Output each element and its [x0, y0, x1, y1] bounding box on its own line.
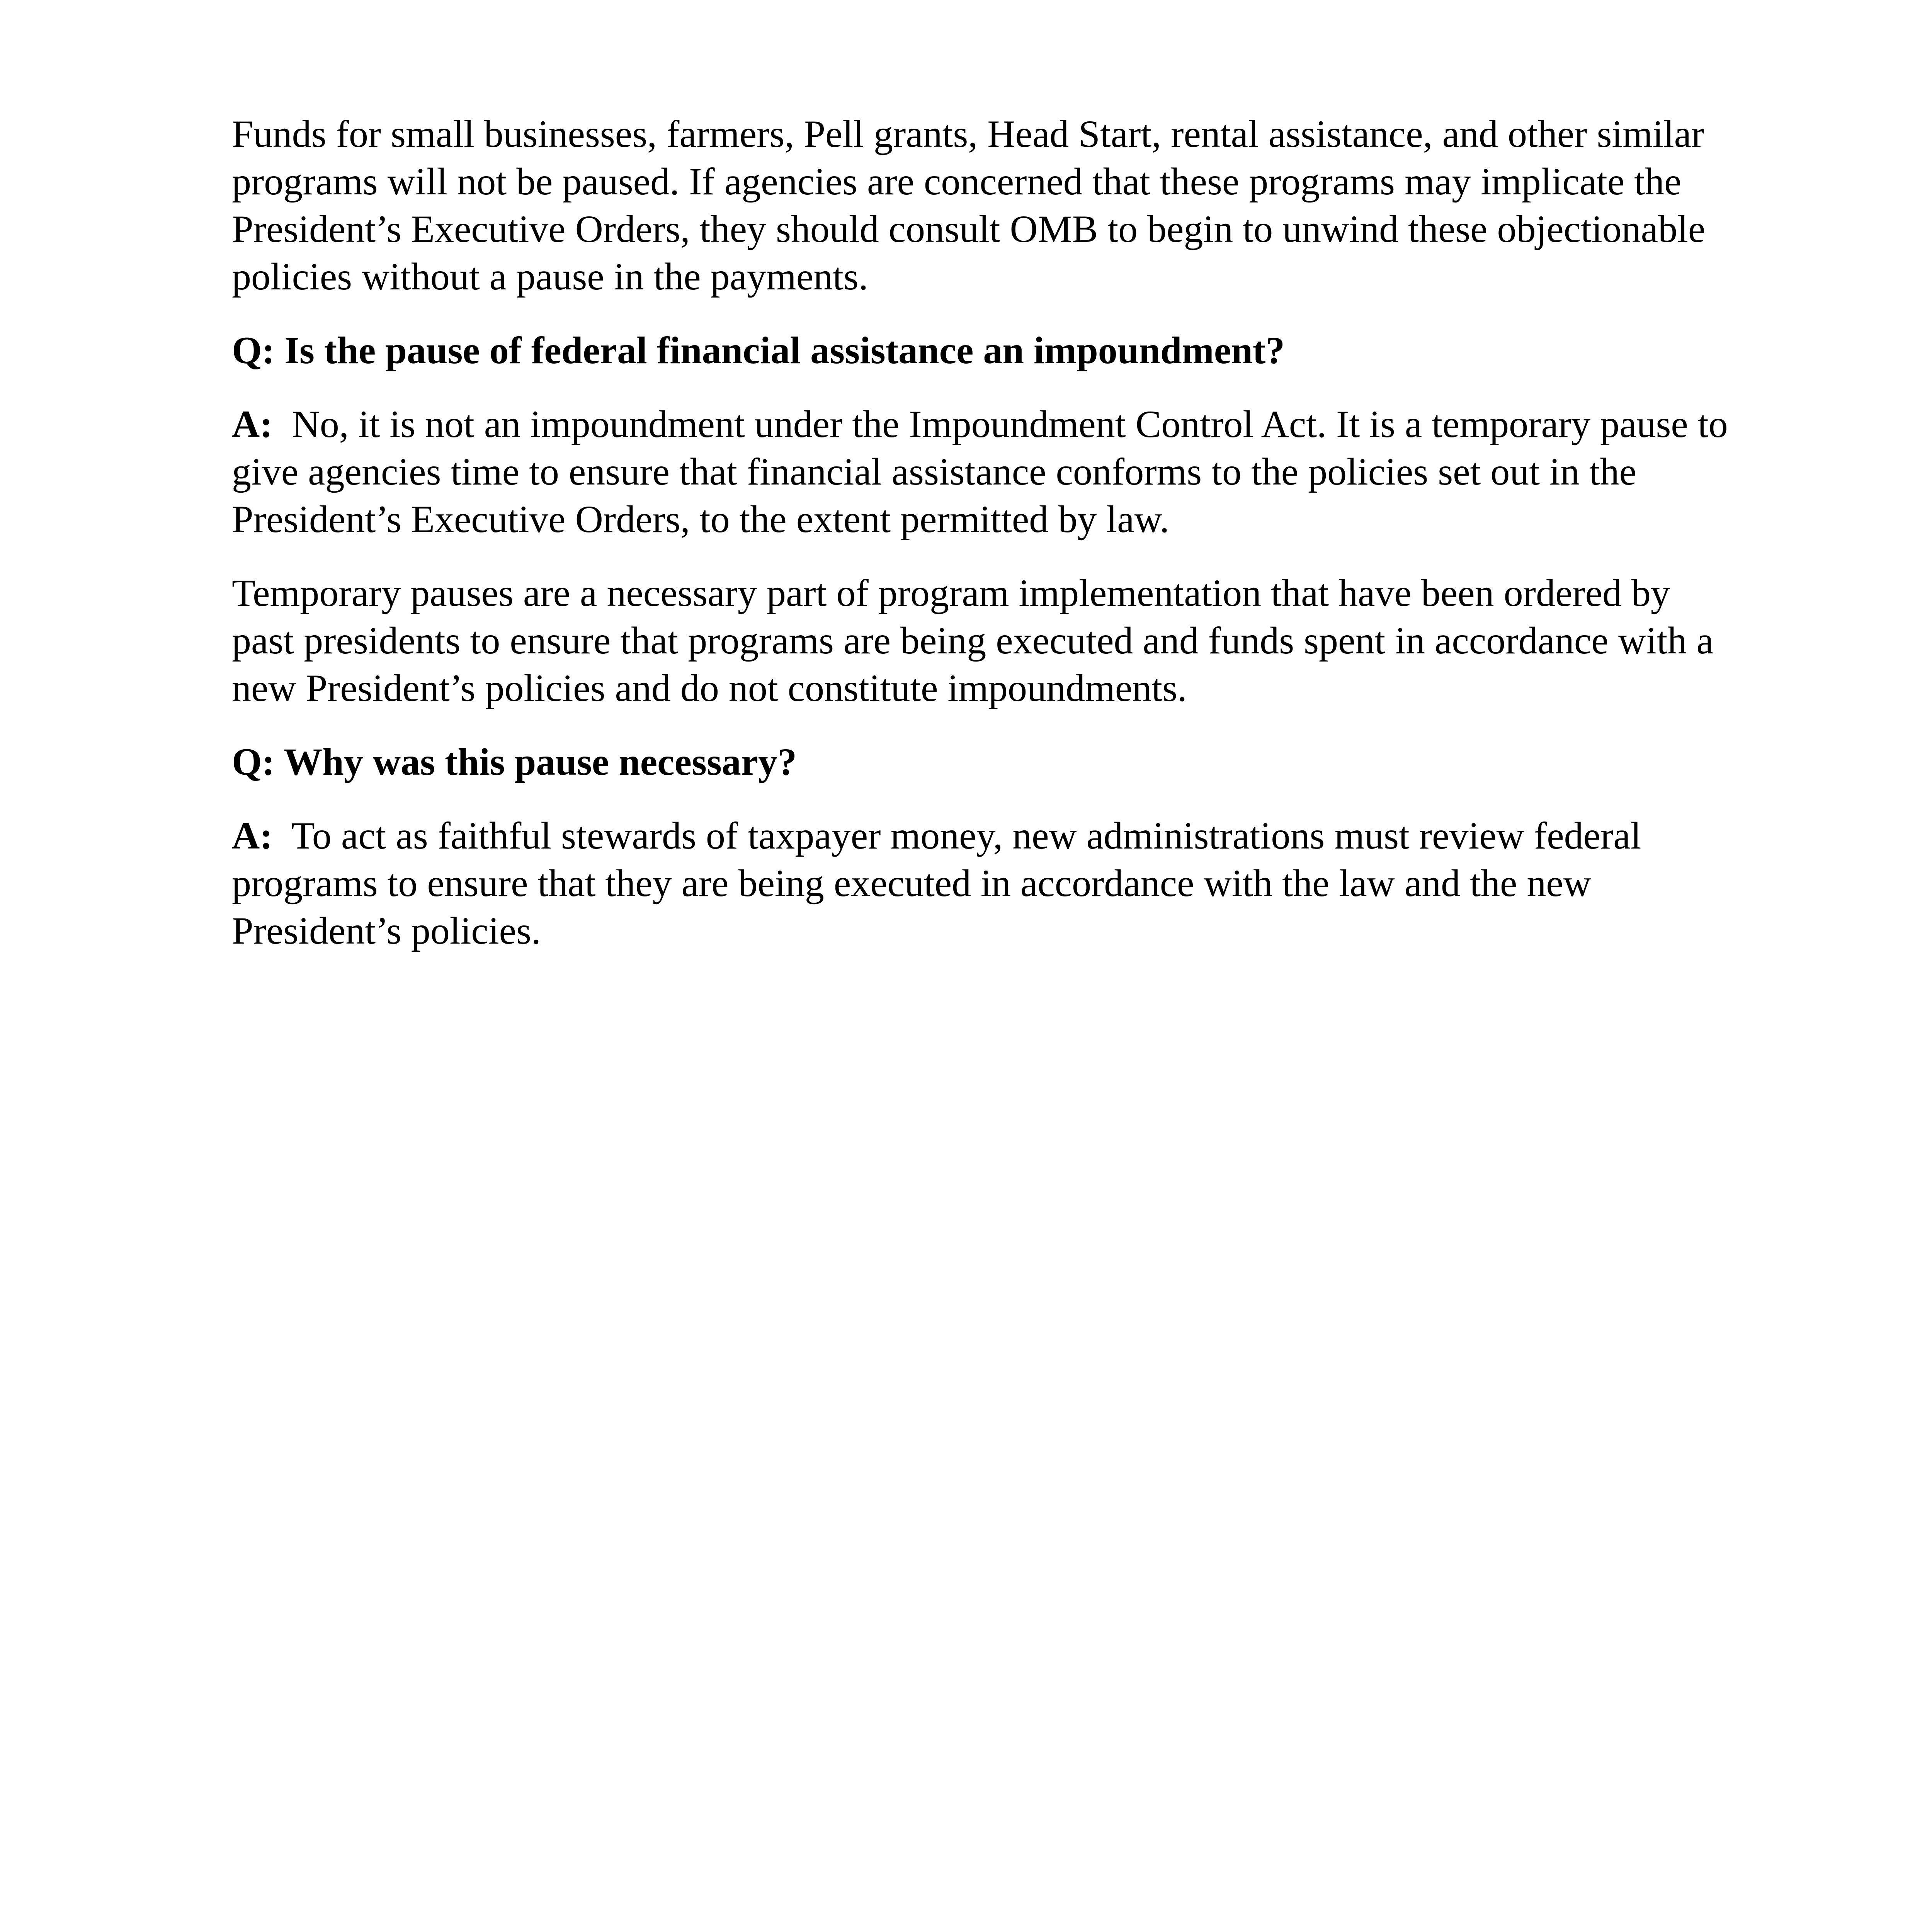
answer-pause-necessary [232, 812, 1739, 954]
question-text: Q: Why was this pause necessary? [232, 740, 797, 783]
document-body [232, 110, 1739, 981]
question-pause-necessary [232, 738, 1739, 786]
paragraph-text: Temporary pauses are a necessary part of program implementation that have been ordered by past presidents to ensure that programs are being executed and funds spent in accordance with a new President’s policies and do not constitute impoundments. [232, 571, 1714, 709]
answer-text: To act as faithful stewards of taxpayer money, new administrations must review federal programs to ensure that they are being executed in accordance with the law and the new President’s policies. [232, 814, 1641, 952]
paragraph-text: Funds for small businesses, farmers, Pell grants, Head Start, rental assistance, and other similar programs will not be paused. If agencies are concerned that these programs may implicate the President’s Executive Orders, they should consult OMB to begin to unwind these objectionable policies without a pause in the payments. [232, 112, 1706, 298]
question-impoundment [232, 327, 1739, 374]
paragraph-temporary-pauses [232, 569, 1739, 712]
question-text: Q: Is the pause of federal financial assistance an impoundment? [232, 329, 1285, 372]
answer-label: A: [232, 814, 273, 857]
answer-impoundment [232, 400, 1739, 543]
paragraph-funds-not-paused [232, 110, 1739, 300]
answer-text: No, it is not an impoundment under the Impoundment Control Act. It is a temporary pause to give agencies time to ensure that financial assistance conforms to the policies set out in the President’s Executive Orders, to the extent permitted by law. [232, 403, 1728, 541]
answer-label: A: [232, 403, 273, 446]
